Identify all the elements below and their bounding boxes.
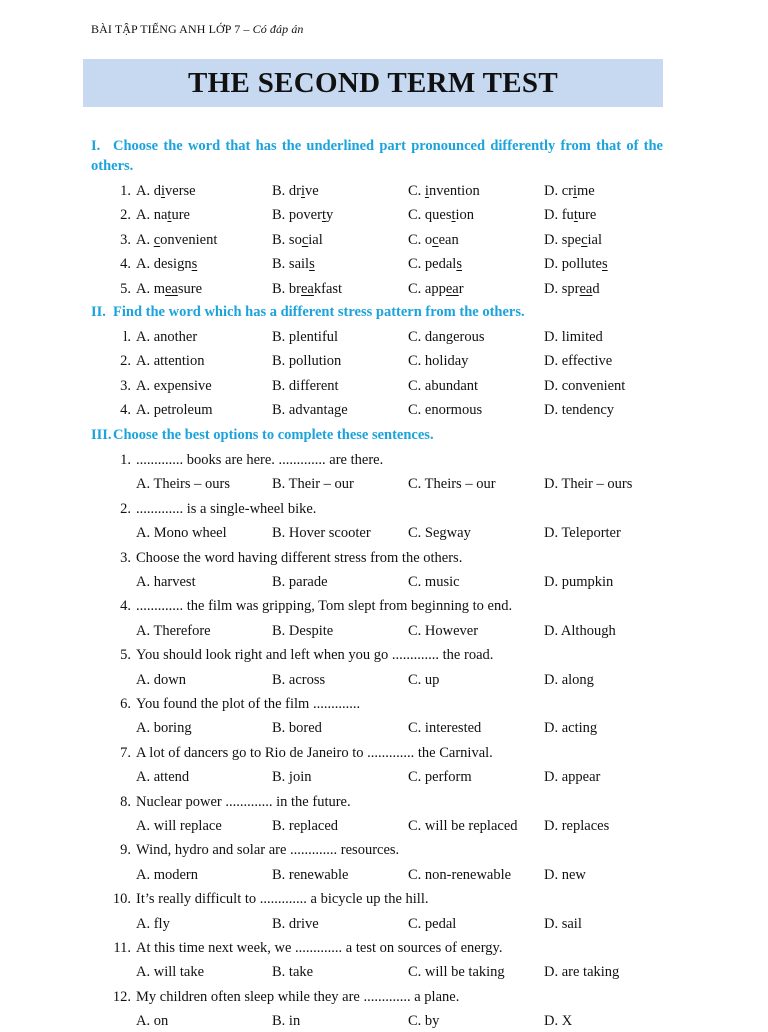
question-stem: Wind, hydro and solar are ............. resources. xyxy=(136,842,400,859)
answer-option-b[interactable]: B. social xyxy=(272,231,323,248)
answer-option-c[interactable]: C. up xyxy=(408,671,440,688)
question-number: 3. xyxy=(120,231,131,248)
underlined-part: ea xyxy=(445,280,459,297)
answer-option-b[interactable]: B. replaced xyxy=(272,818,339,834)
section-heading-1 xyxy=(91,136,663,176)
answer-option-a[interactable]: A. boring xyxy=(136,720,192,737)
answer-option-b[interactable]: B. poverty xyxy=(272,207,334,224)
question-row xyxy=(0,399,768,421)
underlined-part: i xyxy=(424,183,429,199)
question-row xyxy=(0,815,768,837)
question-row xyxy=(0,522,768,544)
answer-option-a[interactable]: A. will replace xyxy=(136,818,222,834)
question-number: 2. xyxy=(120,207,131,224)
header-text: BÀI TẬP TIẾNG ANH LỚP 7 – xyxy=(91,22,253,36)
question-stem: You found the plot of the film ............. xyxy=(136,696,361,712)
question-stem: ............. the film was gripping, Tom slept from beginning to end. xyxy=(136,598,513,615)
question-stem-row xyxy=(0,547,768,569)
section-heading-3 xyxy=(91,425,663,445)
answer-option-a[interactable]: A. expensive xyxy=(136,377,212,394)
question-number: 8. xyxy=(120,793,131,810)
answer-option-a[interactable]: A. designs xyxy=(136,256,198,273)
question-row xyxy=(0,913,768,935)
answer-option-a[interactable]: A. petroleum xyxy=(136,402,213,419)
answer-option-d[interactable]: D. pollutes xyxy=(544,256,608,273)
answer-option-d[interactable]: D. convenient xyxy=(544,377,626,394)
answer-option-c[interactable]: C. dangerous xyxy=(408,329,485,345)
answer-option-b[interactable]: B. drive xyxy=(272,915,319,932)
underlined-part: t xyxy=(451,207,456,224)
answer-option-a[interactable]: A. Theirs – ours xyxy=(136,476,230,493)
answer-option-c[interactable]: C. appear xyxy=(408,280,464,297)
answer-option-d[interactable]: D. new xyxy=(544,866,586,883)
question-stem: ............. is a single-wheel bike. xyxy=(136,500,317,517)
answer-option-c[interactable]: C. However xyxy=(408,622,479,639)
question-number: 4. xyxy=(120,402,131,419)
answer-option-c[interactable]: C. perform xyxy=(408,769,472,786)
header-italic-text: Có đáp án xyxy=(252,22,304,36)
answer-option-a[interactable]: A. attend xyxy=(136,769,190,786)
answer-option-b[interactable]: B. take xyxy=(272,964,314,981)
answer-option-a[interactable]: A. convenient xyxy=(136,231,218,248)
answer-option-c[interactable]: C. abundant xyxy=(408,377,479,394)
answer-option-a[interactable]: A. attention xyxy=(136,353,205,370)
answer-option-c[interactable]: C. question xyxy=(408,207,475,224)
answer-option-c[interactable]: C. invention xyxy=(408,183,480,199)
section-number: I. xyxy=(91,138,101,154)
answer-option-a[interactable]: A. Therefore xyxy=(136,622,211,639)
underlined-part: s xyxy=(191,256,198,273)
answer-option-d[interactable]: D. future xyxy=(544,207,597,224)
question-stem-row xyxy=(0,693,768,715)
question-row xyxy=(0,473,768,495)
section-instruction: Choose the word that has the underlined part pronounced differently from that of the others. xyxy=(91,138,663,174)
question-stem: Nuclear power ............. in the future. xyxy=(136,793,351,810)
answer-option-d[interactable]: D. Although xyxy=(544,622,616,639)
answer-option-b[interactable]: B. Despite xyxy=(272,622,334,639)
question-number: 4. xyxy=(120,598,131,615)
answer-option-c[interactable]: C. will be replaced xyxy=(408,818,518,834)
question-stem-row xyxy=(0,498,768,520)
question-stem: My children often sleep while they are ............. a plane. xyxy=(136,988,460,1005)
question-stem: Choose the word having different stress from the others. xyxy=(136,549,463,566)
question-number: 5. xyxy=(120,280,131,297)
underlined-part: t xyxy=(167,207,172,224)
section-instruction: Find the word which has a different stress pattern from the others. xyxy=(113,304,525,320)
question-stem: At this time next week, we ............. a test on sources of energy. xyxy=(136,940,503,956)
answer-option-d[interactable]: D. replaces xyxy=(544,818,610,834)
question-stem: It’s really difficult to ............. a bicycle up the hill. xyxy=(136,891,429,908)
answer-option-d[interactable]: D. X xyxy=(544,1013,573,1030)
question-row xyxy=(0,717,768,739)
page-title: THE SECOND TERM TEST xyxy=(188,66,558,99)
section-number: III. xyxy=(91,427,112,443)
answer-option-a[interactable]: A. harvest xyxy=(136,574,196,590)
underlined-part: c xyxy=(581,231,588,248)
question-number: 6. xyxy=(120,696,131,712)
question-number: 1. xyxy=(120,183,131,199)
question-number: 5. xyxy=(120,647,131,664)
answer-option-c[interactable]: C. holiday xyxy=(408,353,469,370)
question-stem: You should look right and left when you go ............. the road. xyxy=(136,647,494,664)
question-number: 3. xyxy=(120,377,131,394)
question-number: 12. xyxy=(112,988,131,1005)
answer-option-a[interactable]: A. down xyxy=(136,671,186,688)
question-row xyxy=(0,204,768,226)
answer-option-a[interactable]: A. fly xyxy=(136,915,170,932)
answer-option-b[interactable]: B. sails xyxy=(272,256,315,273)
question-stem: A lot of dancers go to Rio de Janeiro to ............. the Carnival. xyxy=(136,744,493,761)
answer-option-a[interactable]: A. will take xyxy=(136,964,205,981)
answer-option-b[interactable]: B. different xyxy=(272,377,339,394)
answer-option-b[interactable]: B. in xyxy=(272,1013,301,1030)
question-stem-row xyxy=(0,449,768,471)
question-row xyxy=(0,253,768,275)
answer-option-d[interactable]: D. Teleporter xyxy=(544,525,621,542)
question-number: 10. xyxy=(112,891,131,908)
answer-option-c[interactable]: C. interested xyxy=(408,720,482,737)
answer-option-a[interactable]: A. another xyxy=(136,329,198,345)
underlined-part: s xyxy=(456,256,462,273)
section-number: II. xyxy=(91,304,106,320)
question-number: 3. xyxy=(120,549,131,566)
answer-option-b[interactable]: B. advantage xyxy=(272,402,348,419)
answer-option-d[interactable]: D. special xyxy=(544,231,602,248)
question-stem-row xyxy=(0,791,768,813)
answer-option-b[interactable]: B. Hover scooter xyxy=(272,525,371,542)
question-stem-row xyxy=(0,644,768,666)
answer-option-a[interactable]: A. measure xyxy=(136,280,203,297)
question-stem-row xyxy=(0,888,768,910)
underlined-part: c xyxy=(432,231,439,248)
underlined-part: i xyxy=(160,183,166,199)
answer-option-c[interactable]: C. pedal xyxy=(408,915,457,932)
answer-option-c[interactable]: C. music xyxy=(408,574,460,590)
answer-option-c[interactable]: C. will be taking xyxy=(408,964,505,981)
question-number: 9. xyxy=(120,842,131,859)
question-row xyxy=(0,180,768,202)
underlined-part: c xyxy=(153,231,161,248)
question-row xyxy=(0,766,768,788)
question-row xyxy=(0,864,768,886)
answer-option-d[interactable]: D. along xyxy=(544,671,594,688)
answer-option-d[interactable]: D. Their – ours xyxy=(544,476,633,493)
answer-option-d[interactable]: D. pumpkin xyxy=(544,574,614,590)
question-row xyxy=(0,350,768,372)
answer-option-d[interactable]: D. tendency xyxy=(544,402,615,419)
question-number: l. xyxy=(123,329,131,345)
answer-option-b[interactable]: B. parade xyxy=(272,574,328,590)
answer-option-b[interactable]: B. pollution xyxy=(272,353,342,370)
answer-option-c[interactable]: C. non-renewable xyxy=(408,866,512,883)
question-row xyxy=(0,229,768,251)
document-header xyxy=(91,22,304,37)
answer-option-d[interactable]: D. spread xyxy=(544,280,600,297)
underlined-part: ea xyxy=(579,280,593,297)
answer-option-d[interactable]: D. limited xyxy=(544,329,603,345)
section-instruction: Choose the best options to complete these sentences. xyxy=(113,427,434,443)
answer-option-b[interactable]: B. join xyxy=(272,769,312,786)
answer-option-b[interactable]: B. plentiful xyxy=(272,329,339,345)
underlined-part: s xyxy=(309,256,315,273)
title-banner xyxy=(83,59,663,107)
question-number: 7. xyxy=(120,744,131,761)
answer-option-d[interactable]: D. acting xyxy=(544,720,598,737)
question-row xyxy=(0,669,768,691)
answer-option-b[interactable]: B. breakfast xyxy=(272,280,343,297)
underlined-part: t xyxy=(573,207,578,224)
underlined-part: t xyxy=(321,207,326,224)
underlined-part: i xyxy=(301,183,306,199)
answer-option-c[interactable]: C. ocean xyxy=(408,231,459,248)
answer-option-c[interactable]: C. by xyxy=(408,1013,440,1030)
question-number: 11. xyxy=(113,940,131,956)
question-row xyxy=(0,961,768,983)
answer-option-c[interactable]: C. Theirs – our xyxy=(408,476,496,493)
answer-option-a[interactable]: A. Mono wheel xyxy=(136,525,227,542)
answer-option-c[interactable]: C. enormous xyxy=(408,402,483,419)
underlined-part: s xyxy=(602,256,608,273)
underlined-part: c xyxy=(301,231,309,248)
answer-option-d[interactable]: D. are taking xyxy=(544,964,620,981)
answer-option-b[interactable]: B. Their – our xyxy=(272,476,354,493)
underlined-part: i xyxy=(573,183,578,199)
answer-option-d[interactable]: D. sail xyxy=(544,915,582,932)
answer-option-a[interactable]: A. modern xyxy=(136,866,199,883)
underlined-part: ea xyxy=(301,280,314,297)
question-number: 1. xyxy=(120,452,131,468)
question-stem: ............. books are here. ............. are there. xyxy=(136,452,384,468)
question-row xyxy=(0,278,768,300)
answer-option-c[interactable]: C. pedals xyxy=(408,256,462,273)
question-row xyxy=(0,326,768,348)
answer-option-a[interactable]: A. diverse xyxy=(136,183,196,199)
answer-option-d[interactable]: D. crime xyxy=(544,183,595,199)
answer-option-a[interactable]: A. on xyxy=(136,1013,169,1030)
question-row xyxy=(0,571,768,593)
answer-option-a[interactable]: A. nature xyxy=(136,207,190,224)
question-stem-row xyxy=(0,986,768,1008)
question-stem-row xyxy=(0,742,768,764)
answer-option-c[interactable]: C. Segway xyxy=(408,525,471,542)
question-number: 2. xyxy=(120,353,131,370)
question-stem-row xyxy=(0,839,768,861)
question-stem-row xyxy=(0,595,768,617)
answer-option-d[interactable]: D. effective xyxy=(544,353,613,370)
answer-option-b[interactable]: B. renewable xyxy=(272,866,349,883)
question-row xyxy=(0,1010,768,1032)
section-heading-2 xyxy=(91,302,663,322)
question-number: 4. xyxy=(120,256,131,273)
answer-option-d[interactable]: D. appear xyxy=(544,769,601,786)
answer-option-b[interactable]: B. drive xyxy=(272,183,319,199)
question-row xyxy=(0,375,768,397)
question-row xyxy=(0,620,768,642)
answer-option-b[interactable]: B. bored xyxy=(272,720,322,737)
answer-option-b[interactable]: B. across xyxy=(272,671,326,688)
underlined-part: ea xyxy=(165,280,178,297)
question-number: 2. xyxy=(120,500,131,517)
question-stem-row xyxy=(0,937,768,959)
